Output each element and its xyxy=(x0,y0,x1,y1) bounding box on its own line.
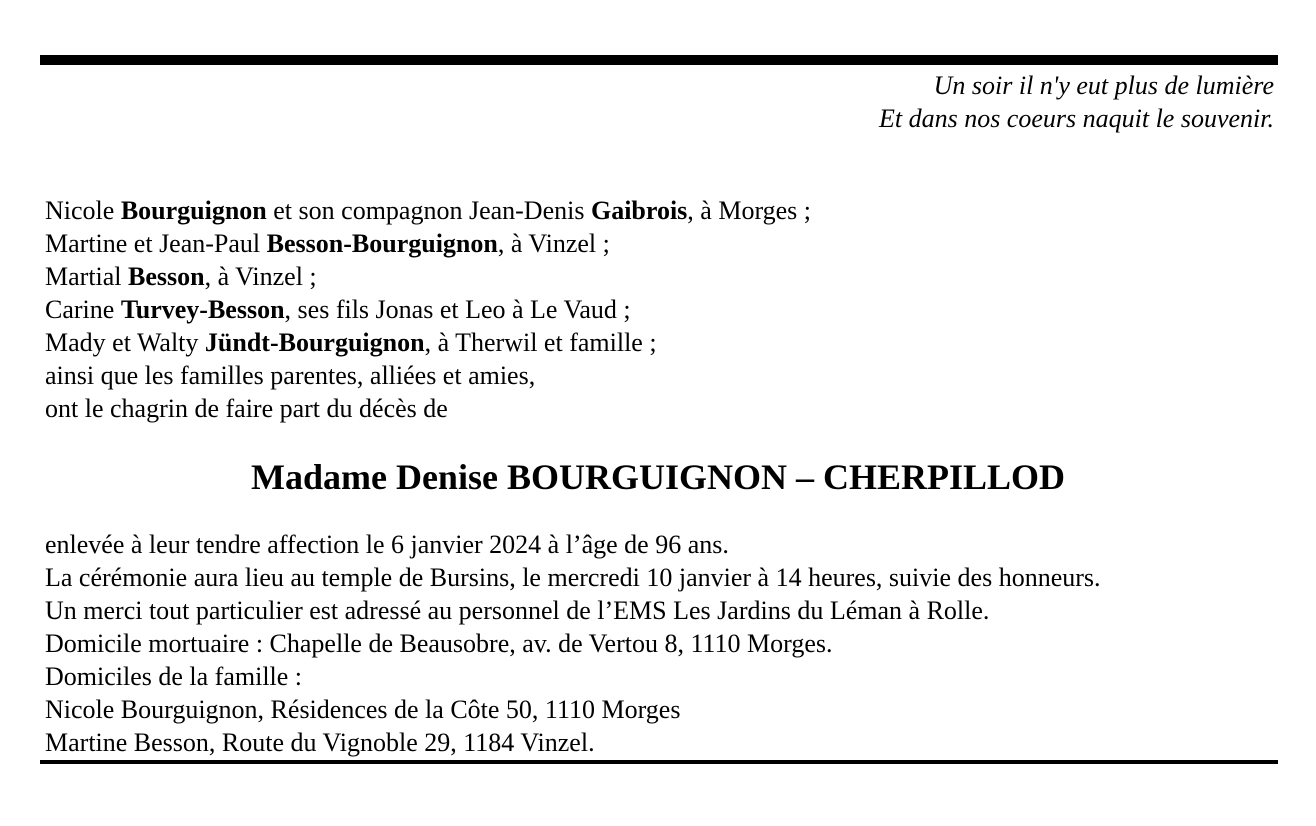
epigraph-line-1: Un soir il n'y eut plus de lumière xyxy=(933,71,1274,100)
epigraph-line-2: Et dans nos coeurs naquit le souvenir. xyxy=(878,104,1274,133)
family-line-text: et son compagnon Jean-Denis xyxy=(266,196,591,225)
detail-line-6: Nicole Bourguignon, Résidences de la Côte 50, 1110 Morges xyxy=(45,695,681,724)
family-surname: Bourguignon xyxy=(120,196,267,225)
top-rule xyxy=(40,55,1278,65)
family-closing-line-2: ont le chagrin de faire part du décès de xyxy=(45,394,448,423)
detail-line-4: Domicile mortuaire : Chapelle de Beausobre, av. de Vertou 8, 1110 Morges. xyxy=(45,629,833,658)
family-surname: Jündt-Bourguignon xyxy=(204,328,425,357)
detail-line-3: Un merci tout particulier est adressé au personnel de l’EMS Les Jardins du Léman à Rolle. xyxy=(45,596,990,625)
family-line-text: , à Vinzel ; xyxy=(204,262,317,291)
notice-details xyxy=(45,528,1101,759)
detail-line-2: La cérémonie aura lieu au temple de Bursins, le mercredi 10 janvier à 14 heures, suivie des honneurs. xyxy=(45,563,1101,592)
family-line-text: Mady et Walty xyxy=(45,328,205,357)
family-line-text: , à Morges ; xyxy=(687,196,812,225)
family-line-text: Nicole xyxy=(45,196,121,225)
bottom-rule xyxy=(40,760,1278,764)
detail-line-5: Domiciles de la famille : xyxy=(45,662,303,691)
deceased-name: Madame Denise BOURGUIGNON – CHERPILLOD xyxy=(250,457,1065,497)
detail-line-7: Martine Besson, Route du Vignoble 29, 1184 Vinzel. xyxy=(45,728,595,757)
family-surname: Gaibrois xyxy=(590,196,688,225)
family-surname: Besson xyxy=(128,262,205,291)
family-surname: Besson-Bourguignon xyxy=(266,229,498,258)
family-line-text: , à Therwil et famille ; xyxy=(424,328,657,357)
family-line-text: , à Vinzel ; xyxy=(497,229,610,258)
family-line-3 xyxy=(45,260,811,293)
family-line-2 xyxy=(45,227,811,260)
family-line-text: Martial xyxy=(45,262,129,291)
family-line-text: Martine et Jean-Paul xyxy=(45,229,267,258)
family-line-text: Carine xyxy=(45,295,121,324)
family-closing-line-1: ainsi que les familles parentes, alliées et amies, xyxy=(45,361,536,390)
family-line-5 xyxy=(45,326,811,359)
detail-line-1: enlevée à leur tendre affection le 6 janvier 2024 à l’âge de 96 ans. xyxy=(45,530,729,559)
family-line-1 xyxy=(45,194,811,227)
epigraph xyxy=(879,69,1274,135)
family-list xyxy=(45,194,811,425)
family-surname: Turvey-Besson xyxy=(120,295,285,324)
family-line-4 xyxy=(45,293,811,326)
family-line-text: , ses fils Jonas et Leo à Le Vaud ; xyxy=(284,295,631,324)
